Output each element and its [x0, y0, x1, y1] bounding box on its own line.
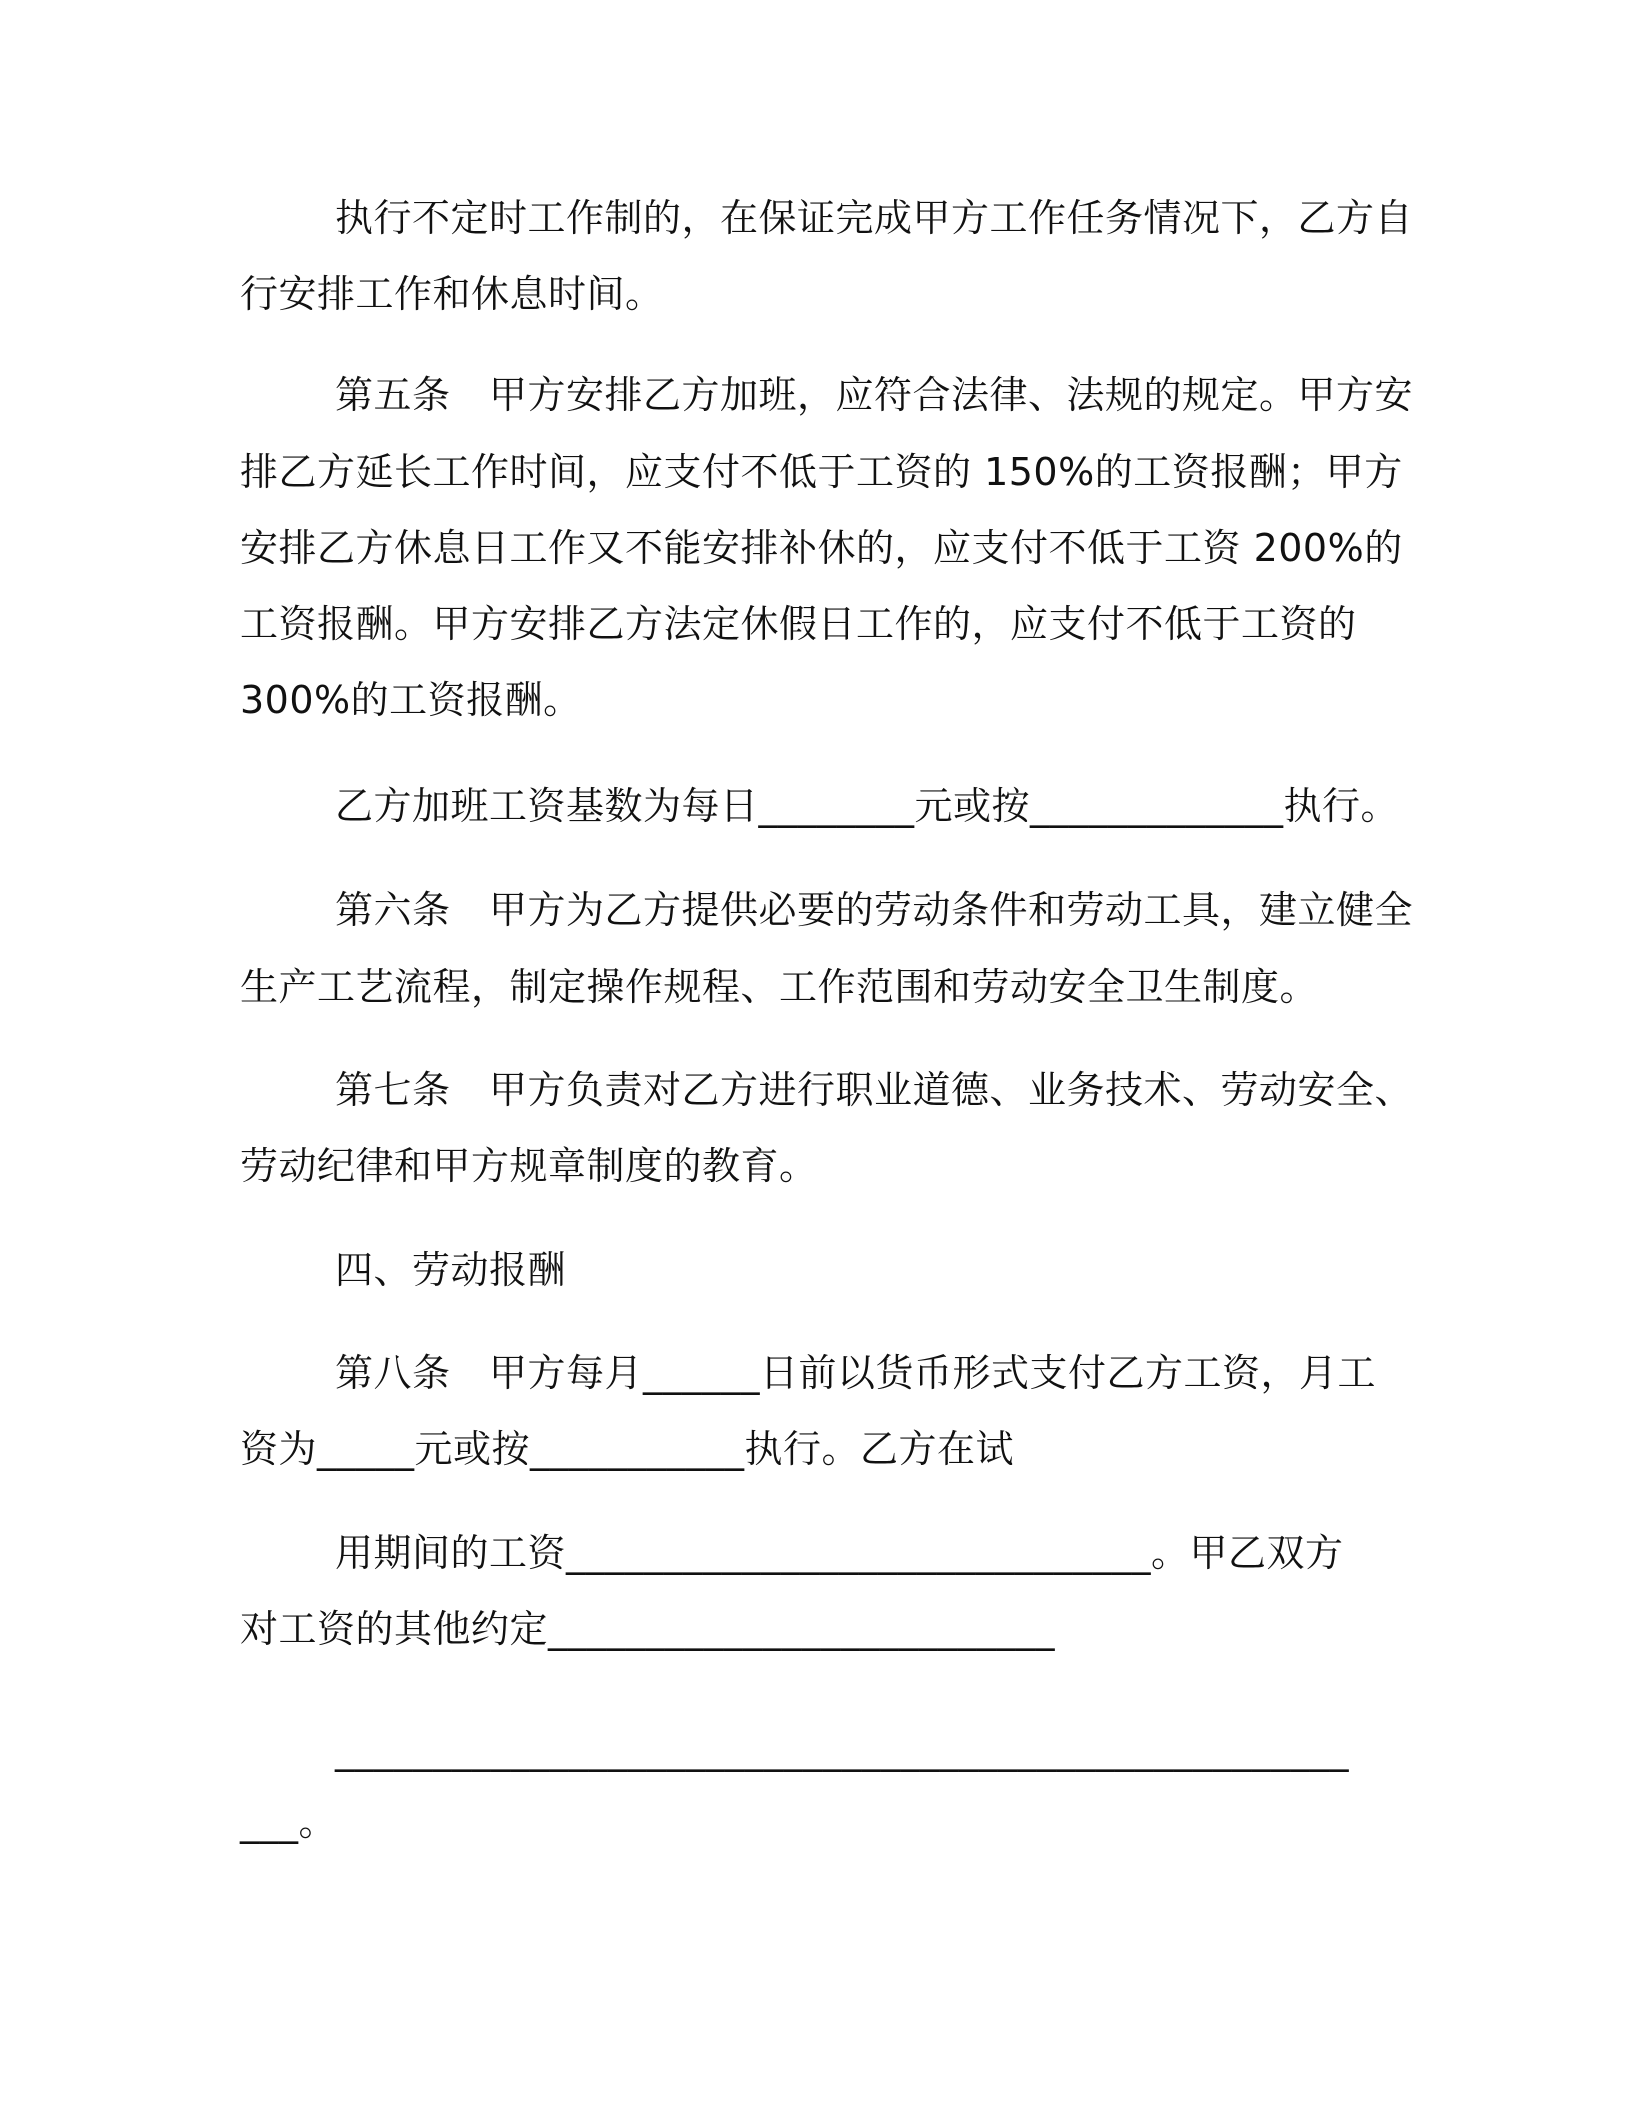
blank-fill-line: ____________________________________________________: [335, 1728, 1349, 1772]
article-5-line: 排乙方延长工作时间，应支付不低于工资的 150%的工资报酬；甲方: [240, 450, 1403, 494]
article-7-line: 第七条 甲方负责对乙方进行职业道德、业务技术、劳动安全、: [335, 1068, 1414, 1112]
section-heading: 四、劳动报酬: [335, 1248, 567, 1292]
paragraph-line: 执行不定时工作制的，在保证完成甲方工作任务情况下，乙方自: [335, 196, 1414, 240]
article-7-line: 劳动纪律和甲方规章制度的教育。: [240, 1144, 818, 1188]
article-5-line: 300%的工资报酬。: [240, 678, 582, 722]
article-5-line: 工资报酬。甲方安排乙方法定休假日工作的，应支付不低于工资的: [240, 602, 1357, 646]
article-6-line: 生产工艺流程，制定操作规程、工作范围和劳动安全卫生制度。: [240, 965, 1319, 1009]
paragraph-line: 行安排工作和休息时间。: [240, 272, 664, 316]
article-8-line: 资为_____元或按___________执行。乙方在试: [240, 1427, 1015, 1471]
article-5-line: 第五条 甲方安排乙方加班，应符合法律、法规的规定。甲方安: [335, 373, 1414, 417]
article-8-line: 第八条 甲方每月______日前以货币形式支付乙方工资，月工: [335, 1351, 1377, 1395]
article-8-line: 对工资的其他约定__________________________: [240, 1607, 1056, 1651]
article-8-line: 用期间的工资______________________________。甲乙双方: [335, 1531, 1344, 1575]
article-6-line: 第六条 甲方为乙方提供必要的劳动条件和劳动工具，建立健全: [335, 888, 1414, 932]
overtime-base-line: 乙方加班工资基数为每日________元或按_____________执行。: [335, 784, 1400, 828]
blank-fill-line: ___。: [240, 1800, 338, 1844]
article-5-line: 安排乙方休息日工作又不能安排补休的，应支付不低于工资 200%的: [240, 526, 1403, 570]
